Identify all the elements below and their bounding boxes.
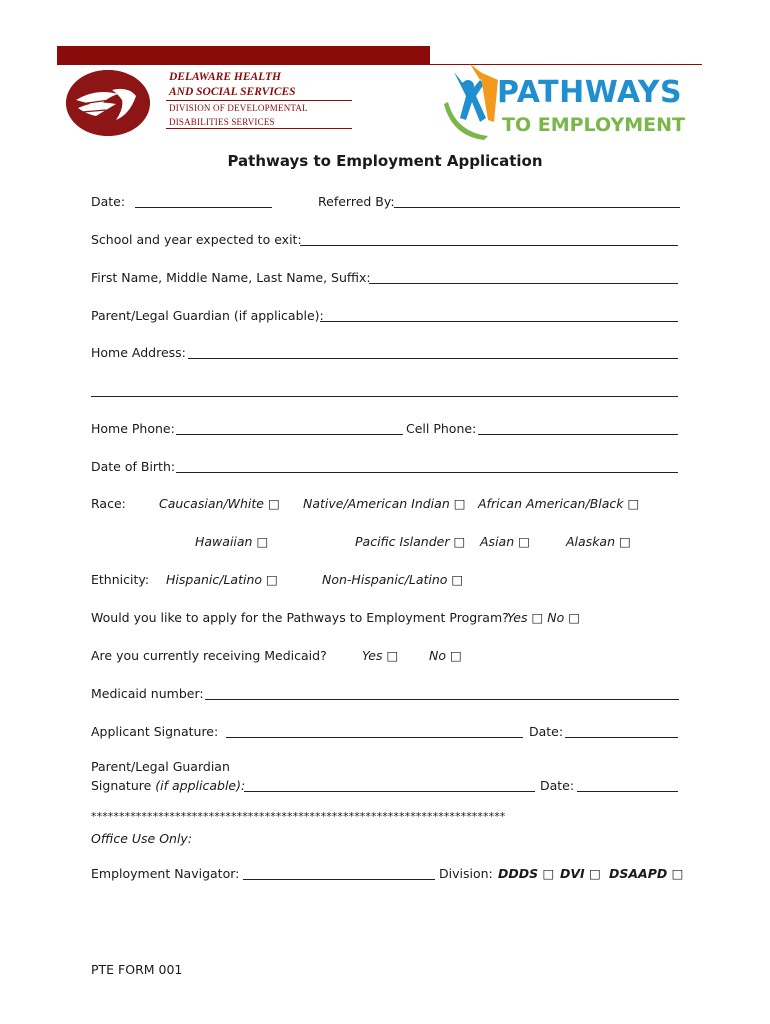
ethnicity-option-hispanic[interactable]: Hispanic/Latino □ (166, 572, 278, 587)
referred-by-field[interactable] (394, 207, 680, 208)
date-label: Date: (91, 194, 126, 209)
office-use-heading: Office Use Only: (91, 831, 193, 846)
guardian-signature-label-line2 (91, 778, 245, 793)
guardian-signature-label-line1: Parent/Legal Guardian (91, 759, 230, 774)
dhss-seal-logo (66, 70, 150, 136)
full-name-label: First Name, Middle Name, Last Name, Suffix: (91, 270, 371, 285)
agency-name-line2: AND SOCIAL SERVICES (169, 86, 296, 98)
home-address-label: Home Address: (91, 345, 186, 360)
referred-by-label: Referred By: (318, 194, 395, 209)
agency-name-line1: DELAWARE HEALTH (169, 71, 281, 83)
guardian-signature-word: Signature (91, 778, 156, 793)
division-line1: DIVISION OF DEVELOPMENTAL (169, 103, 308, 113)
home-phone-field[interactable] (176, 434, 403, 435)
employment-navigator-field[interactable] (243, 879, 435, 880)
agency-name (169, 70, 296, 100)
apply-question: Would you like to apply for the Pathways to Employment Program? (91, 610, 509, 625)
applicant-signature-field[interactable] (226, 737, 523, 738)
cell-phone-label: Cell Phone: (406, 421, 477, 436)
race-option-pacific-islander[interactable]: Pacific Islander □ (355, 534, 466, 549)
medicaid-number-field[interactable] (205, 699, 679, 700)
medicaid-yes-option[interactable]: Yes □ (362, 648, 399, 663)
division-option-dsaapd[interactable]: DSAAPD □ (609, 866, 684, 881)
race-label: Race: (91, 496, 126, 511)
guardian-signature-field[interactable] (244, 791, 535, 792)
logo-word-pathways: PATHWAYS (497, 75, 683, 110)
full-name-field[interactable] (369, 283, 678, 284)
ethnicity-option-non-hispanic[interactable]: Non-Hispanic/Latino □ (322, 572, 464, 587)
school-exit-field[interactable] (300, 245, 678, 246)
medicaid-no-option[interactable]: No □ (429, 648, 462, 663)
race-option-asian[interactable]: Asian □ (480, 534, 530, 549)
dob-field[interactable] (176, 472, 678, 473)
guardian-date-label: Date: (540, 778, 575, 793)
applicant-date-label: Date: (529, 724, 564, 739)
division-option-ddds[interactable]: DDDS □ (498, 866, 555, 881)
date-field[interactable] (135, 207, 272, 208)
cell-phone-field[interactable] (478, 434, 678, 435)
race-option-hawaiian[interactable]: Hawaiian □ (195, 534, 269, 549)
apply-options[interactable]: Yes □ No □ (507, 610, 581, 625)
home-phone-label: Home Phone: (91, 421, 175, 436)
home-address-field-line2[interactable] (91, 396, 678, 397)
race-option-african-american[interactable]: African American/Black □ (478, 496, 640, 511)
division-line2: DISABILITIES SERVICES (169, 117, 275, 127)
form-title: Pathways to Employment Application (227, 152, 543, 170)
separator-asterisks: ************************************************************************** (91, 810, 506, 823)
header-red-bar (57, 46, 430, 65)
home-address-field[interactable] (188, 358, 678, 359)
guardian-date-field[interactable] (577, 791, 678, 792)
race-option-alaskan[interactable]: Alaskan □ (566, 534, 631, 549)
agency-rule-2 (166, 128, 352, 129)
ethnicity-label: Ethnicity: (91, 572, 150, 587)
form-number-footer: PTE FORM 001 (91, 962, 183, 977)
division-label: Division: (439, 866, 493, 881)
medicaid-question: Are you currently receiving Medicaid? (91, 648, 327, 663)
agency-rule-1 (166, 100, 352, 101)
dob-label: Date of Birth: (91, 459, 176, 474)
guardian-field[interactable] (320, 321, 678, 322)
logo-word-to-employment: TO EMPLOYMENT (502, 114, 685, 136)
runner-icon (440, 62, 500, 144)
race-option-native-american[interactable]: Native/American Indian □ (303, 496, 466, 511)
applicant-signature-label: Applicant Signature: (91, 724, 219, 739)
division-option-dvi[interactable]: DVI □ (560, 866, 601, 881)
school-exit-label: School and year expected to exit: (91, 232, 302, 247)
guardian-label: Parent/Legal Guardian (if applicable): (91, 308, 324, 323)
guardian-signature-if-applicable: (if applicable): (155, 778, 246, 793)
race-option-caucasian[interactable]: Caucasian/White □ (159, 496, 280, 511)
applicant-date-field[interactable] (565, 737, 678, 738)
employment-navigator-label: Employment Navigator: (91, 866, 240, 881)
medicaid-number-label: Medicaid number: (91, 686, 204, 701)
